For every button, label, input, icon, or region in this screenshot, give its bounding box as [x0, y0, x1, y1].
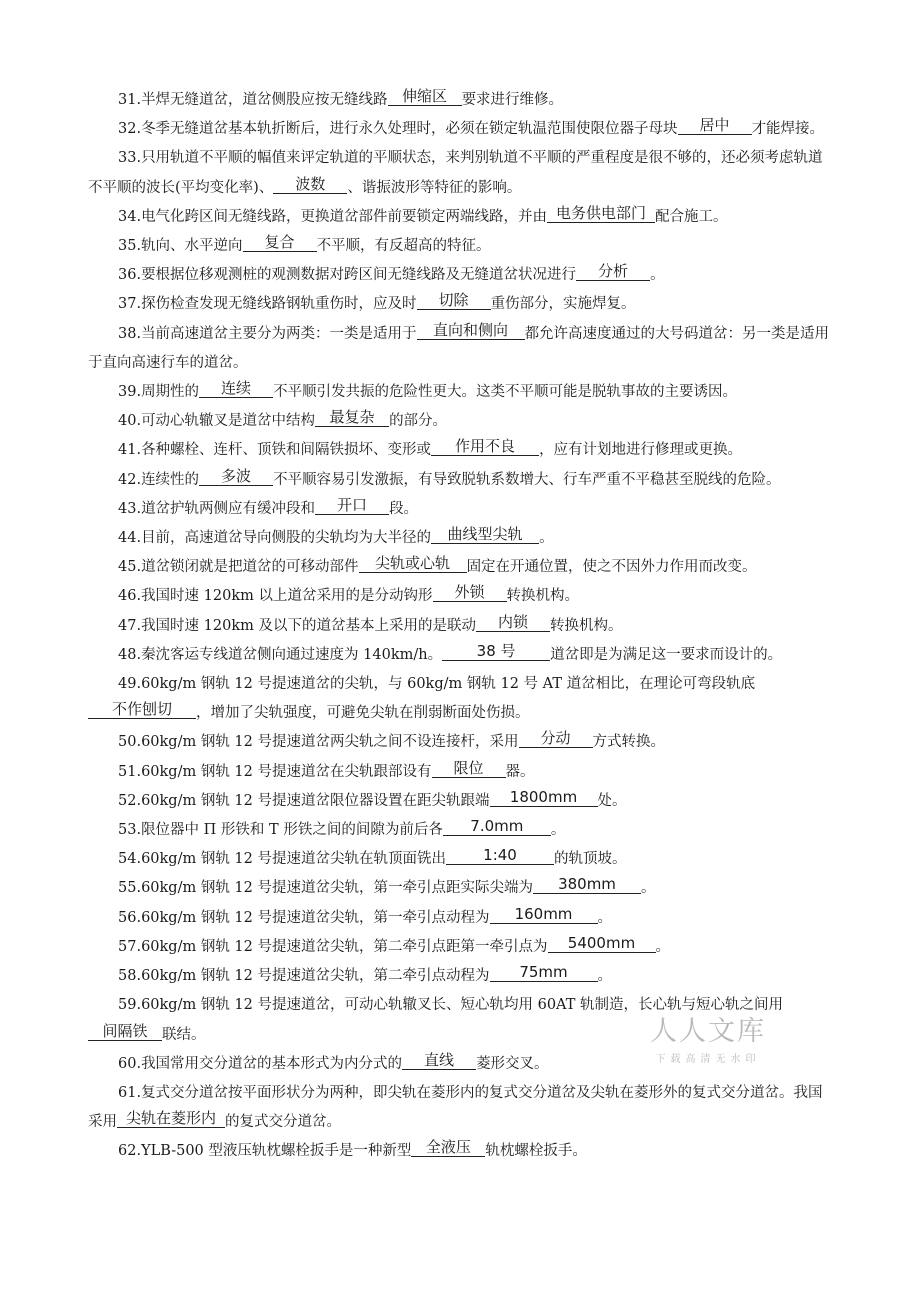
question-text-before: 各种螺栓、连杆、顶铁和间隔铁损坏、变形或 — [141, 442, 432, 459]
question-item — [88, 553, 834, 582]
question-text-after: 。 — [550, 822, 566, 839]
question-text-after: 。 — [597, 968, 612, 985]
answer-blank: 曲线型尖轨 — [431, 525, 539, 544]
question-item — [88, 144, 834, 202]
question-text-before: 60kg/m 钢轨 12 号提速道岔尖轨，第二牵引点距第一牵引点为 — [141, 938, 548, 955]
answer-blank: 380mm — [533, 875, 641, 894]
question-number: 33. — [118, 150, 142, 167]
answer-blank: 7.0mm — [443, 817, 551, 836]
question-text-before: 当前高速道岔主要分为两类：一类是适用于 — [141, 325, 417, 342]
question-number: 34. — [118, 208, 142, 225]
question-number: 53. — [118, 822, 142, 839]
watermark-subtitle: 下载高清无水印 — [655, 1054, 761, 1065]
question-item — [88, 874, 834, 903]
question-text-after: 。 — [655, 938, 670, 955]
question-number: 47. — [118, 617, 142, 634]
question-text-after: 轨枕螺栓扳手。 — [485, 1143, 587, 1160]
question-number: 59. — [118, 997, 142, 1014]
question-text-after: 。 — [539, 530, 554, 547]
question-number: 44. — [118, 530, 142, 547]
question-number: 61. — [118, 1084, 142, 1101]
question-text-before: 60kg/m 钢轨 12 号提速道岔尖轨，第一牵引点距实际尖端为 — [141, 880, 533, 897]
question-text-after: 的复式交分道岔。 — [225, 1114, 341, 1131]
question-text-before: 60kg/m 钢轨 12 号提速道岔的尖轨，与 60kg/m 钢轨 12 号 AT 道岔相比，在理论可弯段轨底 — [141, 676, 756, 693]
question-text-after: 不平顺引发共振的危险性更大。这类不平顺可能是脱轨事故的主要诱因。 — [273, 384, 738, 401]
question-text-after: ，应有计划地进行修理或更换。 — [539, 442, 743, 459]
question-number: 36. — [118, 267, 142, 284]
question-item — [88, 115, 834, 144]
question-text-after: 转换机构。 — [550, 617, 623, 634]
answer-blank: 不作刨切 — [88, 700, 196, 719]
answer-blank: 波数 — [273, 175, 347, 194]
question-number: 55. — [118, 880, 142, 897]
question-text-before: 60kg/m 钢轨 12 号提速道岔尖轨，第二牵引点动程为 — [141, 968, 490, 985]
question-text-after: 都允许高速度通过的大号码道岔：另一类是适用于直向高速行车的道岔。 — [88, 325, 830, 371]
answer-blank: 分动 — [519, 729, 593, 748]
question-number: 60. — [118, 1055, 142, 1072]
question-item — [88, 495, 834, 524]
question-item — [88, 1137, 834, 1166]
question-item — [88, 816, 834, 845]
question-number: 43. — [118, 500, 142, 517]
question-text-after: 转换机构。 — [506, 588, 579, 605]
question-number: 37. — [118, 296, 142, 313]
answer-blank: 直向和侧向 — [417, 321, 525, 340]
question-text-after: 的部分。 — [389, 413, 448, 430]
question-number: 38. — [118, 325, 142, 342]
question-item — [88, 232, 834, 261]
answer-blank: 75mm — [490, 963, 598, 982]
question-text-after: 要求进行维修。 — [461, 92, 564, 108]
question-text-before: 目前，高速道岔导向侧股的尖轨均为大半径的 — [141, 530, 432, 547]
question-text-after: 不平顺，有反超高的特征。 — [316, 238, 491, 255]
question-number: 57. — [118, 938, 142, 955]
question-text-after: 不平顺容易引发激振，有导致脱轨系数增大、行车严重不平稳甚至脱线的危险。 — [273, 471, 781, 488]
question-text-after: 固定在开通位置，使之不因外力作用而改变。 — [466, 559, 757, 576]
question-text-after: 。 — [597, 909, 612, 926]
question-number: 46. — [118, 588, 142, 605]
question-text-before: 60kg/m 钢轨 12 号提速道岔，可动心轨辙叉长、短心轨均用 60AT 轨制造，长心轨与短心轨之间用 — [141, 997, 784, 1014]
question-item — [88, 1079, 834, 1137]
question-number: 45. — [118, 559, 142, 576]
question-text-after: 。 — [650, 267, 665, 284]
answer-blank: 复合 — [243, 233, 317, 252]
question-list — [88, 86, 834, 1167]
question-number: 62. — [118, 1143, 142, 1160]
question-item — [88, 466, 834, 495]
question-number: 35. — [118, 238, 142, 255]
question-text-after: 、谐振波形等特征的影响。 — [347, 179, 522, 196]
answer-blank: 最复杂 — [315, 408, 389, 427]
question-text-before: 道岔锁闭就是把道岔的可移动部件 — [141, 559, 359, 576]
question-text-after: 才能焊接。 — [751, 121, 825, 138]
question-item — [88, 670, 834, 728]
question-text-before: 限位器中 Π 形铁和 T 形铁之间的间隙为前后各 — [141, 822, 443, 839]
question-item — [88, 378, 834, 407]
watermark-logo — [650, 1016, 766, 1065]
question-text-before: 冬季无缝道岔基本轨折断后，进行永久处理时，必须在锁定轨温范围使限位器子母块 — [141, 121, 678, 138]
answer-blank: 多波 — [199, 467, 273, 486]
question-text-before: 60kg/m 钢轨 12 号提速道岔尖轨，第一牵引点动程为 — [141, 909, 490, 926]
question-number: 48. — [118, 646, 142, 663]
question-number: 58. — [118, 968, 142, 985]
answer-blank: 开口 — [315, 496, 389, 515]
question-text-after: 重伤部分，实施焊复。 — [490, 296, 636, 313]
question-number: 50. — [118, 734, 142, 751]
answer-blank: 38 号 — [442, 642, 550, 661]
question-item — [88, 407, 834, 436]
question-text-before: 我国常用交分道岔的基本形式为内分式的 — [141, 1055, 403, 1072]
answer-blank: 限位 — [432, 759, 506, 778]
question-text-before: 60kg/m 钢轨 12 号提速道岔限位器设置在距尖轨跟端 — [141, 792, 490, 809]
question-text-before: 60kg/m 钢轨 12 号提速道岔尖轨在轨顶面铣出 — [141, 851, 446, 868]
question-item — [88, 320, 834, 378]
question-text-before: 60kg/m 钢轨 12 号提速道岔在尖轨跟部设有 — [141, 763, 432, 780]
question-item — [88, 261, 834, 290]
question-item — [88, 524, 834, 553]
question-text-before: 复式交分道岔按平面形状分为两种，即尖轨在菱形内的复式交分道岔及尖轨在菱形外的复式交分道岔。我国采用 — [88, 1084, 823, 1131]
question-text-after: 配合施工。 — [655, 208, 728, 225]
question-text-before: 半焊无缝道岔，道岔侧股应按无缝线路 — [141, 92, 388, 108]
question-number: 54. — [118, 851, 142, 868]
answer-blank: 分析 — [576, 262, 650, 281]
answer-blank: 160mm — [490, 905, 598, 924]
answer-blank: 切除 — [417, 291, 491, 310]
question-item — [88, 933, 834, 962]
answer-blank: 连续 — [199, 379, 273, 398]
question-number: 52. — [118, 792, 142, 809]
answer-blank: 间隔铁 — [88, 1022, 162, 1041]
question-text-before: 只用轨道不平顺的幅值来评定轨道的平顺状态，来判别轨道不平顺的严重程度是很不够的，还必须考虑轨道不平顺的波长(平均变化率)、 — [88, 150, 823, 196]
question-item — [88, 728, 834, 757]
question-text-after: 的轨顶坡。 — [554, 851, 627, 868]
question-item — [88, 641, 834, 670]
answer-blank: 内锁 — [476, 613, 550, 632]
question-text-after: 方式转换。 — [592, 734, 665, 751]
question-number: 42. — [118, 471, 142, 488]
question-number: 49. — [118, 676, 142, 693]
question-text-before: 探伤检查发现无缝线路钢轨重伤时，应及时 — [141, 296, 417, 313]
question-item — [88, 86, 834, 115]
question-text-before: 秦沈客运专线道岔侧向通过速度为 140km/h。 — [141, 646, 443, 663]
question-text-after: ，增加了尖轨强度，可避免尖轨在削弱断面处伤损。 — [196, 705, 530, 722]
question-item — [88, 845, 834, 874]
question-text-after: 菱形交叉。 — [476, 1055, 549, 1072]
question-text-before: 可动心轨辙叉是道岔中结构 — [141, 413, 316, 430]
question-number: 41. — [118, 442, 142, 459]
answer-blank: 1800mm — [490, 788, 598, 807]
question-text-after: 联结。 — [162, 1026, 206, 1043]
answer-blank: 尖轨在菱形内 — [117, 1109, 225, 1128]
question-text-before: 道岔护轨两侧应有缓冲段和 — [141, 500, 316, 517]
answer-blank: 居中 — [678, 116, 752, 135]
question-text-before: 我国时速 120km 以上道岔采用的是分动钩形 — [141, 588, 433, 605]
answer-blank: 5400mm — [548, 934, 656, 953]
question-item — [88, 962, 834, 991]
answer-blank: 外锁 — [433, 583, 507, 602]
question-item — [88, 758, 834, 787]
question-item — [88, 203, 834, 232]
question-item — [88, 290, 834, 319]
question-item — [88, 612, 834, 641]
question-item — [88, 582, 834, 611]
question-item — [88, 904, 834, 933]
answer-blank: 1:40 — [446, 846, 554, 865]
answer-blank: 全液压 — [411, 1138, 485, 1157]
question-text-before: 电气化跨区间无缝线路，更换道岔部件前要锁定两端线路，并由 — [141, 208, 548, 225]
answer-blank: 直线 — [402, 1051, 476, 1070]
question-text-after: 器。 — [505, 763, 535, 780]
watermark-title: 人人文库 — [650, 1016, 766, 1047]
question-text-after: 段。 — [389, 500, 419, 517]
question-number: 56. — [118, 909, 142, 926]
question-item — [88, 436, 834, 465]
answer-blank: 尖轨或心轨 — [359, 554, 467, 573]
question-text-after: 处。 — [597, 792, 627, 809]
question-text-after: 。 — [641, 880, 656, 897]
question-text-before: 连续性的 — [141, 471, 200, 488]
question-number: 39. — [118, 384, 142, 401]
answer-blank: 伸缩区 — [388, 87, 462, 106]
question-text-after: 道岔即是为满足这一要求而设计的。 — [550, 646, 783, 663]
question-text-before: 周期性的 — [141, 384, 200, 401]
question-number: 32. — [118, 121, 142, 138]
question-number: 40. — [118, 413, 142, 430]
question-text-before: YLB-500 型液压轨枕螺栓扳手是一种新型 — [141, 1143, 412, 1160]
answer-blank: 作用不良 — [431, 437, 539, 456]
question-text-before: 轨向、水平逆向 — [141, 238, 243, 255]
question-text-before: 60kg/m 钢轨 12 号提速道岔两尖轨之间不设连接杆，采用 — [141, 734, 519, 751]
question-text-before: 要根据位移观测桩的观测数据对跨区间无缝线路及无缝道岔状况进行 — [141, 267, 577, 284]
answer-blank: 电务供电部门 — [547, 204, 655, 223]
question-text-before: 我国时速 120km 及以下的道岔基本上采用的是联动 — [141, 617, 476, 634]
question-number: 31. — [118, 92, 142, 108]
question-number: 51. — [118, 763, 142, 780]
question-item — [88, 787, 834, 816]
